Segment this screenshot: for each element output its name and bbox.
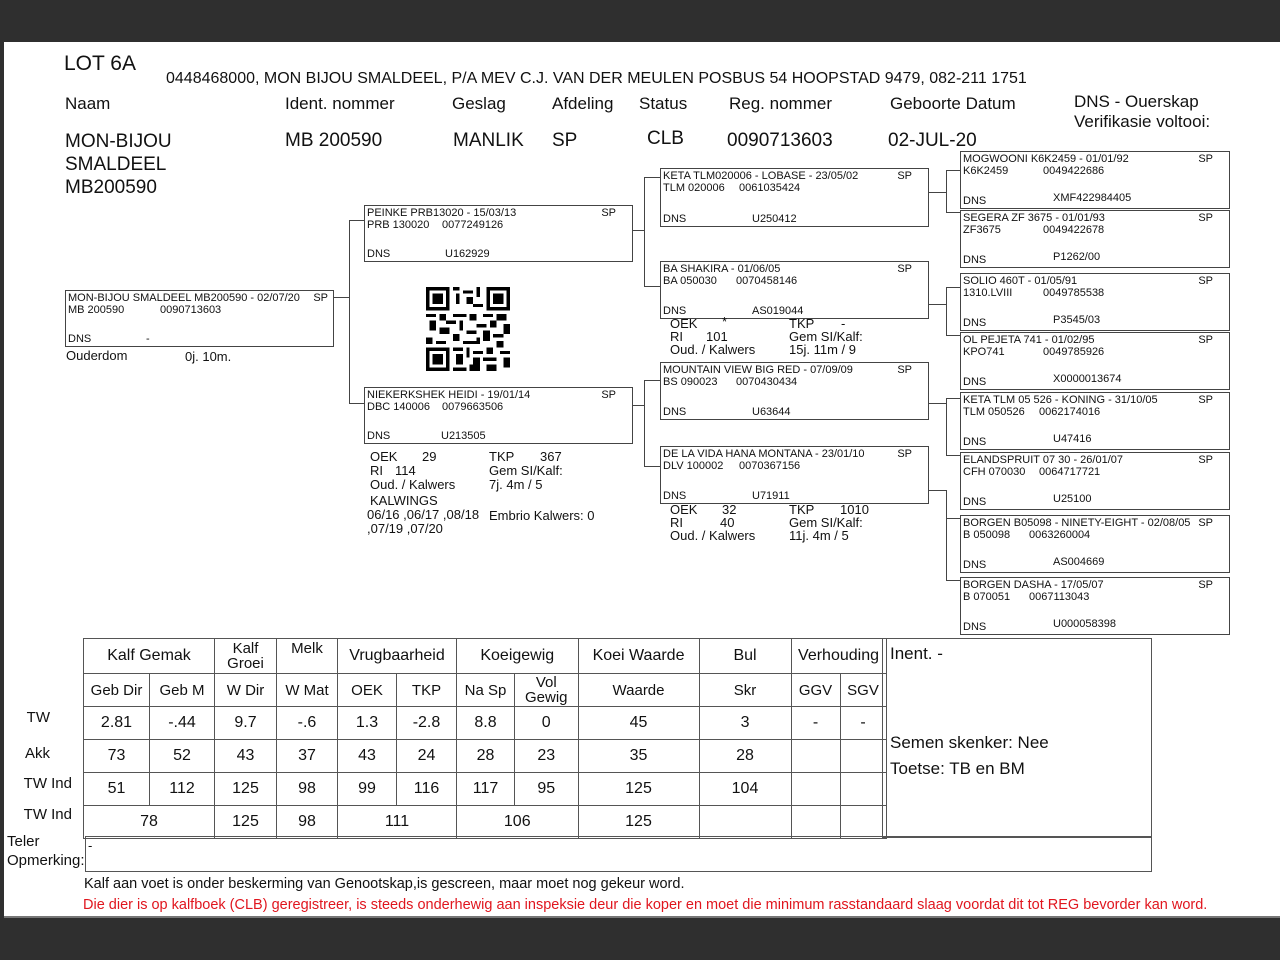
section-code: SP [1198, 394, 1213, 406]
value-cell: 98 [277, 806, 338, 839]
ident-number: KPO741 [963, 346, 1005, 358]
animal-ids [963, 529, 1091, 542]
pedigree-great-grandparent [960, 515, 1230, 573]
reg-number: 0049785538 [1043, 287, 1105, 299]
embrio-calves: Embrio Kalwers: 0 [489, 508, 595, 523]
animal-title: BORGEN DASHA - 17/05/07 [963, 579, 1104, 591]
animal-title: MOUNTAIN VIEW BIG RED - 07/09/09 [663, 364, 853, 376]
pedigree-grandparent [660, 261, 929, 319]
dns-value: - [146, 333, 150, 345]
tests-text: Toetse: TB en BM [890, 759, 1025, 778]
value-ident: MB 200590 [285, 130, 383, 151]
animal-title: MON-BIJOU SMALDEEL MB200590 - 02/07/20 [68, 292, 300, 304]
dns-label: DNS [663, 213, 687, 225]
connector [644, 466, 660, 467]
section-code: SP [1198, 212, 1213, 224]
oud-label: Oud. / Kalwers [370, 477, 456, 492]
ident-number: ZF3675 [963, 224, 1001, 236]
remarks-label: Teler [7, 833, 40, 850]
value-cell: 43 [215, 740, 277, 773]
connector [928, 304, 946, 305]
value-cell: 8.8 [457, 707, 515, 740]
reg-number: 0079663506 [442, 401, 504, 413]
section-code: SP [1198, 334, 1213, 346]
connector [946, 170, 947, 212]
value-geslag: MANLIK [453, 130, 524, 151]
value-cell: 28 [457, 740, 515, 773]
animal-ids [367, 401, 504, 414]
breeding-values-table [83, 638, 887, 839]
animal-title: SOLIO 460T - 01/05/91 [963, 275, 1078, 287]
pedigree-great-grandparent [960, 151, 1230, 209]
value-cell: 52 [150, 740, 215, 773]
value-cell: 106 [457, 806, 579, 839]
group-header: Kalf Groei [215, 639, 277, 674]
col-geboorte: Geboorte Datum [890, 94, 1016, 113]
animal-title: DE LA VIDA HANA MONTANA - 23/01/10 [663, 448, 865, 460]
pedigree-sire [364, 205, 633, 262]
reg-number: 0090713603 [160, 304, 222, 316]
animal-ids [663, 460, 801, 473]
connector [349, 220, 364, 221]
connector [946, 490, 947, 580]
tkp-label: TKP [789, 316, 815, 331]
dns-value: U250412 [752, 213, 797, 225]
animal-title: PEINKE PRB13020 - 15/03/13 [367, 207, 517, 219]
group-header: Vrugbaarheid [338, 639, 457, 674]
dns-label: DNS [963, 317, 987, 329]
side-panel [882, 638, 1152, 838]
ident-number: DBC 140006 [367, 401, 430, 413]
col-naam: Naam [65, 94, 111, 113]
dns-value: XMF422984405 [1053, 192, 1132, 204]
ident-number: TLM 020006 [663, 182, 725, 194]
oud-value: 15j. 11m / 9 [789, 342, 856, 357]
dns-value: U63644 [752, 406, 791, 418]
value-cell [699, 806, 791, 839]
dns-value: P1262/00 [1053, 251, 1101, 263]
group-header: Bul [699, 639, 791, 674]
section-code: SP [1198, 275, 1213, 287]
sub-header-row [84, 674, 887, 707]
footer-note: Kalf aan voet is onder beskerming van Genootskap,is gescreen, maar moet nog gekeur word. [84, 876, 685, 892]
value-cell: 24 [397, 740, 457, 773]
gem-label: Gem SI/Kalf: [789, 329, 863, 344]
animal-ids [367, 219, 504, 232]
value-cell: 3 [699, 707, 791, 740]
value-cell: 125 [578, 806, 699, 839]
value-cell: 95 [515, 773, 579, 806]
pedigree-grandparent [660, 168, 929, 227]
row-label-tw-ind: TW Ind [23, 775, 72, 792]
connector [946, 335, 960, 336]
col-reg: Reg. nommer [729, 94, 832, 113]
sub-header: TKP [397, 674, 457, 707]
value-cell: 125 [215, 806, 277, 839]
pedigree-great-grandparent [960, 392, 1230, 450]
section-code: SP [1198, 517, 1213, 529]
dns-value: U000058398 [1053, 618, 1117, 630]
reg-number: 0049785926 [1043, 346, 1105, 358]
dns-value: U213505 [441, 430, 486, 442]
reg-number: 0061035424 [739, 182, 801, 194]
dns-label: DNS [963, 254, 987, 266]
value-cell: 125 [578, 773, 699, 806]
dns-value: X0000013674 [1053, 373, 1122, 385]
animal-ids [963, 466, 1101, 479]
oud-value: 11j. 4m / 5 [789, 528, 849, 543]
oek-value: * [722, 314, 728, 329]
tkp-label: TKP [489, 449, 515, 464]
pedigree-certificate [4, 42, 1280, 918]
col-ident: Ident. nommer [285, 94, 395, 113]
value-cell: 45 [578, 707, 699, 740]
value-cell: -2.8 [397, 707, 457, 740]
pedigree-grandparent [660, 362, 929, 420]
ri-label: RI [370, 463, 383, 478]
pedigree-great-grandparent [960, 452, 1230, 510]
value-cell [840, 806, 886, 839]
dns-label: DNS [663, 406, 687, 418]
group-header: Koei Waarde [578, 639, 699, 674]
pedigree-dam [364, 387, 633, 444]
value-cell: 78 [84, 806, 215, 839]
ident-number: DLV 100002 [663, 460, 724, 472]
section-code: SP [601, 389, 616, 401]
value-cell: 35 [578, 740, 699, 773]
oek-label: OEK [670, 502, 698, 517]
animal-ids [663, 275, 798, 288]
akk-row [84, 740, 887, 773]
age-label: Ouderdom [66, 348, 128, 363]
reg-number: 0070367156 [739, 460, 801, 472]
ident-number: TLM 050526 [963, 406, 1025, 418]
animal-ids [68, 304, 222, 317]
oek-label: OEK [670, 316, 698, 331]
reg-number: 0049422678 [1043, 224, 1105, 236]
sub-header: OEK [338, 674, 397, 707]
sub-header: W Dir [215, 674, 277, 707]
value-cell: 99 [338, 773, 397, 806]
value-reg: 0090713603 [727, 130, 833, 151]
pedigree-great-grandparent [960, 577, 1230, 635]
value-cell: -.44 [150, 707, 215, 740]
value-cell: 51 [84, 773, 150, 806]
dns-label: DNS [663, 490, 687, 502]
dns-value: U162929 [445, 248, 490, 260]
semen-donor-text: Semen skenker: Nee [890, 733, 1049, 752]
value-cell: 0 [515, 707, 579, 740]
dns-label: DNS [68, 333, 92, 345]
sub-header: Skr [699, 674, 791, 707]
ri-label: RI [670, 515, 683, 530]
animal-title: BA SHAKIRA - 01/06/05 [663, 263, 781, 275]
value-status: CLB [647, 128, 684, 149]
tw-ind-row [84, 773, 887, 806]
col-status: Status [639, 94, 688, 113]
section-code: SP [897, 263, 912, 275]
sub-header: Vol Gewig [515, 674, 579, 707]
owner-line: 0448468000, MON BIJOU SMALDEEL, P/A MEV C.J. VAN DER MEULEN POSBUS 54 HOOPSTAD 9479, 082-211 1751 [166, 70, 1027, 87]
reg-number: 0077249126 [442, 219, 504, 231]
animal-ids [663, 182, 801, 195]
reg-number: 0070430434 [736, 376, 798, 388]
ri-value: 114 [395, 463, 416, 478]
reg-number: 0062174016 [1039, 406, 1101, 418]
group-header: Koeigewig [457, 639, 579, 674]
dns-label: DNS [963, 496, 987, 508]
value-cell [840, 740, 886, 773]
connector [644, 380, 660, 381]
value-cell: 37 [277, 740, 338, 773]
group-header: Verhouding [791, 639, 886, 674]
lot-number: LOT 6A [64, 52, 136, 75]
connector [333, 297, 349, 298]
animal-title: ELANDSPRUIT 07 30 - 26/01/07 [963, 454, 1123, 466]
connector [946, 170, 960, 171]
value-cell: 112 [150, 773, 215, 806]
animal-ids [663, 376, 798, 389]
animal-ids [963, 287, 1105, 300]
dns-label: DNS [963, 195, 987, 207]
dns-label: DNS [367, 248, 391, 260]
connector [946, 518, 960, 519]
value-cell: 116 [397, 773, 457, 806]
col-afdeling: Afdeling [552, 94, 614, 113]
animal-title: OL PEJETA 741 - 01/02/95 [963, 334, 1095, 346]
connector [928, 403, 946, 404]
animal-title: KETA TLM 05 526 - KONING - 31/10/05 [963, 394, 1158, 406]
tkp-value: 1010 [840, 502, 869, 517]
animal-title: SEGERA ZF 3675 - 01/01/93 [963, 212, 1105, 224]
section-code: SP [897, 170, 912, 182]
value-afdeling: SP [552, 130, 578, 151]
connector [946, 212, 960, 213]
animal-title: BORGEN B05098 - NINETY-EIGHT - 02/08/05 [963, 517, 1191, 529]
dns-label: DNS [663, 305, 687, 317]
remarks-label: Opmerking: [7, 852, 85, 869]
value-cell: 9.7 [215, 707, 277, 740]
sub-header: SGV [840, 674, 886, 707]
ident-number: B 050098 [963, 529, 1011, 541]
connector [632, 230, 644, 231]
ident-number: B 070051 [963, 591, 1011, 603]
connector [349, 403, 364, 404]
tkp-value: 367 [540, 449, 562, 464]
connector [928, 192, 946, 193]
row-label-tw: TW [26, 709, 50, 726]
qr-code-icon [424, 287, 512, 371]
value-cell: -.6 [277, 707, 338, 740]
value-cell: 43 [338, 740, 397, 773]
value-cell: 111 [338, 806, 457, 839]
kalwings-dates: ,07/19 ,07/20 [367, 521, 443, 536]
col-geslag: Geslag [452, 94, 506, 113]
sub-header: GGV [791, 674, 840, 707]
connector [946, 287, 947, 335]
dns-value: U25100 [1053, 493, 1092, 505]
value-geboorte: 02-JUL-20 [888, 130, 977, 151]
inent-text: Inent. - [890, 644, 943, 663]
oek-value: 32 [722, 502, 737, 517]
connector [644, 380, 645, 466]
tw-ind-group-row [84, 806, 887, 839]
sub-header: Na Sp [457, 674, 515, 707]
animal-ids [963, 224, 1105, 237]
dns-label: DNS [963, 436, 987, 448]
value-cell: 117 [457, 773, 515, 806]
value-cell: - [791, 707, 840, 740]
ri-label: RI [670, 329, 683, 344]
value-cell: 98 [277, 773, 338, 806]
value-cell: - [840, 707, 886, 740]
tw-row [84, 707, 887, 740]
ident-number: BS 090023 [663, 376, 718, 388]
ident-number: MB 200590 [68, 304, 125, 316]
col-dns-1: DNS - Ouerskap [1074, 92, 1199, 111]
animal-ids [963, 165, 1105, 178]
oek-label: OEK [370, 449, 398, 464]
section-code: SP [601, 207, 616, 219]
sub-header: Geb Dir [84, 674, 150, 707]
value-cell: 23 [515, 740, 579, 773]
connector [644, 177, 660, 178]
reg-number: 0064717721 [1039, 466, 1101, 478]
connector [632, 405, 644, 406]
value-cell [840, 773, 886, 806]
sub-header: Waarde [578, 674, 699, 707]
sub-header: Geb M [150, 674, 215, 707]
section-code: SP [897, 364, 912, 376]
tkp-label: TKP [789, 502, 815, 517]
kalwings-label: KALWINGS [370, 493, 438, 508]
value-cell: 2.81 [84, 707, 150, 740]
value-cell: 125 [215, 773, 277, 806]
value-cell: 1.3 [338, 707, 397, 740]
remarks-value: - [88, 838, 93, 853]
kalwings-dates: 06/16 ,06/17 ,08/18 [367, 507, 480, 522]
value-cell [791, 740, 840, 773]
gem-label: Gem SI/Kalf: [789, 515, 863, 530]
animal-title: KETA TLM020006 - LOBASE - 23/05/02 [663, 170, 859, 182]
dns-value: U47416 [1053, 433, 1092, 445]
ident-number: 1310.LVIII [963, 287, 1013, 299]
animal-ids [963, 591, 1090, 604]
connector [946, 287, 960, 288]
reg-number: 0067113043 [1029, 591, 1090, 603]
oek-value: 29 [422, 449, 437, 464]
row-label-tw-ind-group: TW Ind [23, 806, 72, 823]
value-cell [791, 773, 840, 806]
section-code: SP [1198, 153, 1213, 165]
connector [946, 580, 960, 581]
reg-number: 0070458146 [736, 275, 798, 287]
dns-value: AS004669 [1053, 556, 1105, 568]
value-cell [791, 806, 840, 839]
row-label-akk: Akk [24, 745, 50, 762]
age-value: 0j. 10m. [185, 349, 232, 364]
section-code: SP [313, 292, 328, 304]
dns-value: AS019044 [752, 305, 804, 317]
animal-title: MOGWOONI K6K2459 - 01/01/92 [963, 153, 1129, 165]
group-header: Kalf Gemak [84, 639, 215, 674]
dns-label: DNS [963, 559, 987, 571]
sub-header: W Mat [277, 674, 338, 707]
connector [928, 490, 946, 491]
ident-number: CFH 070030 [963, 466, 1026, 478]
animal-ids [963, 406, 1101, 419]
section-code: SP [1198, 454, 1213, 466]
oud-value: 7j. 4m / 5 [489, 477, 543, 492]
connector [644, 177, 645, 287]
group-header: Melk [277, 639, 338, 674]
value-cell: 104 [699, 773, 791, 806]
animal-ids [963, 346, 1105, 359]
group-header-row [84, 639, 887, 674]
pedigree-subject [65, 290, 334, 347]
ident-number: PRB 130020 [367, 219, 430, 231]
oud-label: Oud. / Kalwers [670, 528, 756, 543]
pedigree-great-grandparent [960, 210, 1230, 268]
col-dns-2: Verifikasie voltooi: [1074, 112, 1211, 131]
connector [946, 455, 960, 456]
connector [946, 398, 960, 399]
connector [644, 286, 660, 287]
dns-label: DNS [963, 621, 987, 633]
value-cell: 73 [84, 740, 150, 773]
pedigree-great-grandparent [960, 273, 1230, 331]
ri-value: 40 [720, 515, 735, 530]
ident-number: BA 050030 [663, 275, 717, 287]
footer-warning: Die dier is op kalfboek (CLB) geregistreer, is steeds onderhewig aan inspeksie deur die koper en moet die minimum rasstandaard slaag voordat dit tot REG bevorder kan word. [83, 897, 1208, 913]
oud-label: Oud. / Kalwers [670, 342, 756, 357]
ident-number: K6K2459 [963, 165, 1009, 177]
tkp-value: - [841, 316, 846, 331]
value-cell: 28 [699, 740, 791, 773]
reg-number: 0049422686 [1043, 165, 1105, 177]
animal-title: NIEKERKSHEK HEIDI - 19/01/14 [367, 389, 531, 401]
ri-value: 101 [706, 329, 728, 344]
pedigree-great-grandparent [960, 332, 1230, 390]
gem-label: Gem SI/Kalf: [489, 463, 563, 478]
reg-number: 0063260004 [1029, 529, 1091, 541]
divider [4, 916, 1280, 918]
dns-label: DNS [963, 376, 987, 388]
section-code: SP [897, 448, 912, 460]
pedigree-grandparent [660, 446, 929, 504]
section-code: SP [1198, 579, 1213, 591]
connector [946, 398, 947, 455]
breeder-remarks [85, 836, 1152, 872]
dns-value: U71911 [752, 490, 790, 502]
connector [349, 220, 350, 404]
dns-value: P3545/03 [1053, 314, 1101, 326]
dns-label: DNS [367, 430, 391, 442]
value-naam: MON-BIJOU SMALDEEL MB200590 [65, 131, 172, 198]
